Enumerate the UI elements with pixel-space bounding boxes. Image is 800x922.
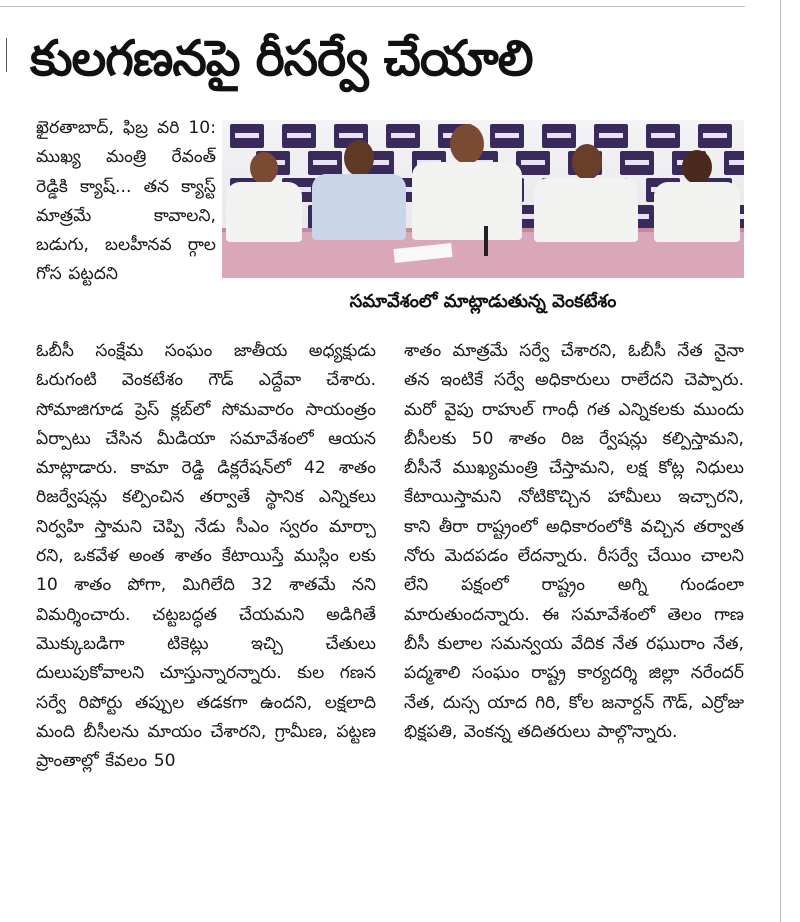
person-5: [654, 150, 740, 242]
press-club-logo-tile: [698, 124, 732, 148]
person-1: [226, 152, 302, 242]
article-headline: కులగణనపై రీసర్వే చేయాలి: [30, 30, 533, 87]
person-2: [312, 140, 406, 240]
person-4: [534, 144, 638, 242]
press-club-logo-tile: [230, 124, 264, 148]
press-club-logo-tile: [282, 124, 316, 148]
section-marker: [6, 38, 7, 72]
article-column-1: ఓబీసీ సంక్షేమ సంఘం జాతీయ అధ్యక్షుడు ఓరుగంటి వెంకటేశం గౌడ్‌ ఎద్దేవా చేశారు. సోమాజిగూడ ప్రెస్‌ క్లబ్‌లో సోమవారం సాయంత్రం ఏర్పాటు చేసిన మీడియా సమావేశంలో ఆయన మాట్లాడారు. కామా రెడ్డి డిక్లరేషన్‌లో 42 శాతం రిజర్వేషన్లు కల్పించిన తర్వాతే స్థానిక ఎన్నికలు నిర్వహి స్తామని చెప్పి నేడు సీఎం స్వరం మార్చా రని, ఒకవేళ అంత శాతం కేటాయిస్తే ముస్లిం లకు 10 శాతం పోగా, మిగిలేది 32 శాతమే నని విమర్శించారు. చట్టబద్ధత చేయమని అడిగితే మొక్కుబడిగా టికెట్లు ఇచ్చి చేతులు దులుపుకోవాలని చూస్తున్నారన్నారు. కుల గణన సర్వే రిపోర్టు తప్పుల తడకగా ఉందని, లక్షలాది మంది బీసీలను మాయం చేశారని, గ్రామీణ, పట్టణ ప్రాంతాల్లో కేవలం 50: [36, 341, 376, 772]
page-edge-divider: [780, 0, 781, 922]
microphone: [484, 226, 488, 256]
photo-caption: సమావేశంలో మాట్లాడుతున్న వెంకటేశం: [349, 291, 617, 312]
article-column-2: శాతం మాత్రమే సర్వే చేశారని, ఓబీసీ నేత నైనా తన ఇంటికే సర్వే అధికారులు రాలేదని చెప్పారు. మరో వైపు రాహుల్‌ గాంధీ గత ఎన్నికలకు ముందు బీసీలకు 50 శాతం రిజ ర్వేషన్లు కల్పిస్తామని, బీసీనే ముఖ్యమంత్రి చేస్తామని, లక్ష కోట్ల నిధులు కేటాయిస్తామని నోటికొచ్చిన హామీలు ఇచ్చారని, కాని తీరా రాష్ట్రంలో అధికారంలోకి వచ్చిన తర్వాత నోరు మెదపడం లేదన్నారు. రీసర్వే చేయిం చాలని లేని పక్షంలో రాష్ట్రం అగ్ని గుండంలా మారుతుందన్నారు. ఈ సమావేశంలో తెలం గాణ బీసీ కులాల సమన్వయ వేదిక నేత రఘురాం నేత, పద్మశాలి సంఘం రాష్ట్ర కార్యదర్శి జిల్లా నరేందర్‌ నేత, దుస్స యాద గిరి, కోల జనార్దన్‌ గౌడ్‌, ఎర్రోజు భిక్షపతి, వెంకన్న తదితరులు పాల్గొన్నారు.: [404, 341, 744, 742]
press-club-logo-tile: [646, 124, 680, 148]
person-3-speaker: [412, 124, 522, 240]
press-meet-photo: [222, 120, 744, 278]
article-intro: ఖైరతాబాద్‌, ఫిబ్ర వరి 10: ముఖ్య మంత్రి రేవంత్‌ రెడ్డికి క్యాష్‌... తన క్యాస్ట్‌ మాత్రమే కావాలని, బడుగు, బలహీనవ ర్గాల గోస పట్టదని: [36, 118, 216, 285]
top-divider: [0, 6, 745, 7]
